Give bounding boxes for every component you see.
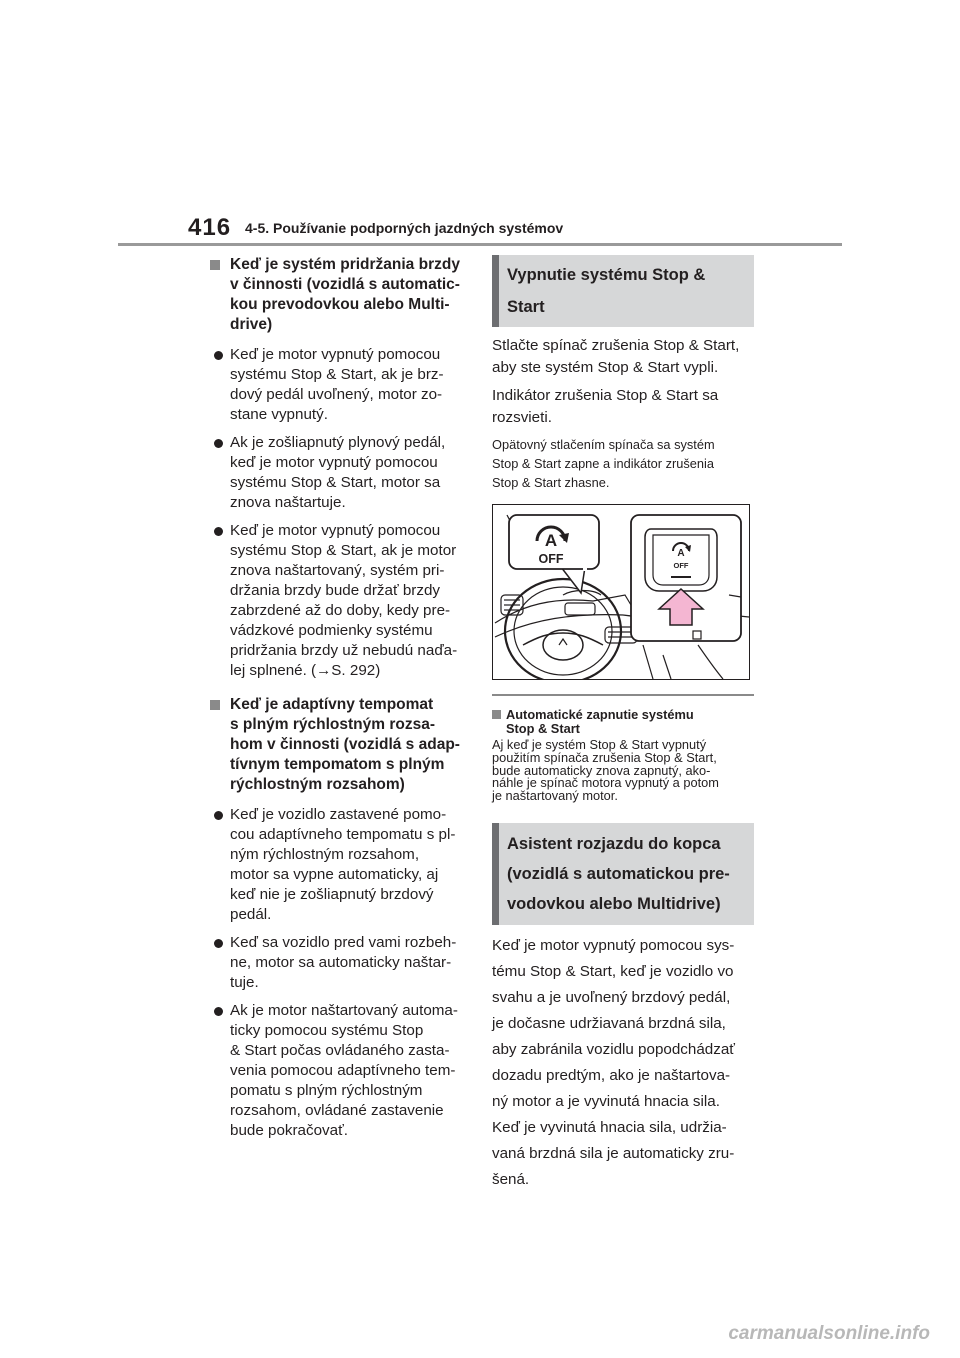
square-bullet-icon: [492, 710, 501, 719]
console-line: [698, 645, 723, 679]
watermark: carmanualsonline.info: [728, 1323, 930, 1344]
line: Keď je motor vypnutý pomocou: [230, 346, 441, 363]
section-title-hill-start: [492, 823, 754, 925]
line: bude pokračovať.: [230, 1122, 348, 1139]
line: zabrzdené až do doby, kedy pre-: [230, 602, 451, 619]
bullet-dot-icon: [214, 1007, 223, 1016]
line: vádzkové podmienky systému: [230, 622, 433, 639]
line: cou adaptívneho tempomatu s pl-: [230, 826, 456, 843]
line: keď nie je zošliapnutý brzdový: [230, 886, 434, 903]
page-reference-link[interactable]: lej splnené. (→S. 292): [230, 662, 381, 679]
section-title-disable: Vypnutie systému Stop & Start: [492, 255, 754, 327]
bullet-item: [210, 345, 472, 425]
wheel-rim: [505, 579, 621, 679]
line: drive): [230, 316, 273, 333]
bullet-dot-icon: [214, 351, 223, 360]
dashboard-illustration: [492, 504, 750, 680]
line: pedál.: [230, 906, 272, 923]
line: dozadu predtým, ako je naštartova-: [492, 1066, 731, 1084]
line: Keď sa vozidlo pred vami rozbeh-: [230, 934, 457, 951]
line: ný motor a je vyvinutá hnacia sila.: [492, 1092, 720, 1110]
line: & Start počas ovládaného zasta-: [230, 1042, 450, 1059]
square-bullet-icon: [210, 260, 220, 270]
line: Stop & Start: [506, 721, 580, 736]
callout-joint: [583, 565, 587, 571]
line: stane vypnutý.: [230, 406, 328, 423]
switch-letter: A: [677, 548, 685, 559]
bullet-dot-icon: [214, 439, 223, 448]
section-divider: [492, 694, 754, 696]
line: Indikátor zrušenia Stop & Start sa: [492, 387, 719, 404]
subheading-adaptive-cruise: [210, 695, 472, 795]
line: aby zabránila vozidlu popodchádzať: [492, 1040, 735, 1058]
steering-wheel: [505, 579, 621, 679]
line: rozsvieti.: [492, 409, 552, 426]
line: tému Stop & Start, keď je vozidlo vo: [492, 962, 734, 980]
left-column: [210, 255, 472, 1149]
line: systému Stop & Start, ak je brz-: [230, 366, 444, 383]
air-vents: [501, 595, 637, 643]
paragraph: [492, 335, 754, 379]
line: bude automaticky znova zapnutý, ako-: [492, 762, 711, 778]
line: ne, motor sa automaticky naštar-: [230, 954, 452, 971]
subheading-brake-hold: [210, 255, 472, 335]
line: ticky pomocou systému Stop: [230, 1022, 424, 1039]
line: Keď je adaptívny tempomat: [230, 696, 434, 713]
indicator-letter: A: [544, 531, 558, 550]
line: v činnosti (vozidlá s automatic-: [230, 276, 460, 293]
line: Keď je motor vypnutý pomocou: [230, 522, 441, 539]
line: systému Stop & Start, motor sa: [230, 474, 441, 491]
line: tívnym tempomatom s plným: [230, 756, 445, 773]
line: rozsahom, ovládané zastavenie: [230, 1102, 444, 1119]
line: motor sa vypne automaticky, aj: [230, 866, 439, 883]
line: Keď je motor vypnutý pomocou sys-: [492, 936, 735, 954]
switch-callout: [631, 515, 741, 641]
line: hom v činnosti (vozidlá s adap-: [230, 736, 460, 753]
line: systému Stop & Start, ak je motor: [230, 542, 457, 559]
line: Keď je vyvinutá hnacia sila, udržia-: [492, 1118, 727, 1136]
bullet-item: [210, 433, 472, 513]
line: (vozidlá s automatickou pre-: [507, 864, 730, 883]
indicator-callout: [509, 515, 599, 593]
line: kou prevodovkou alebo Multi-: [230, 296, 450, 313]
line: tuje.: [230, 974, 259, 991]
line: je dočasne udržiavaná brzdná sila,: [492, 1014, 726, 1032]
line: Stop & Start zhasne.: [492, 475, 610, 490]
line: venia pomocou adaptívneho tem-: [230, 1062, 456, 1079]
line: Opätovný stlačením spínača sa systém: [492, 437, 715, 452]
wheel-hub: [543, 630, 583, 660]
line: keď je motor vypnutý pomocou: [230, 454, 438, 471]
paragraph-small: [492, 435, 754, 492]
line: držania brzdy bude držať brzdy: [230, 582, 440, 599]
line: aby ste systém Stop & Start vypli.: [492, 359, 719, 376]
bullet-item: [210, 1001, 472, 1141]
page-number: 416: [188, 214, 232, 241]
line: Automatické zapnutie systému: [506, 707, 694, 722]
line: s plným rýchlostným rozsa-: [230, 716, 436, 733]
line: Keď je systém pridržania brzdy: [230, 256, 460, 273]
switch-off-label: OFF: [673, 561, 689, 570]
line: Asistent rozjazdu do kopca: [507, 834, 721, 853]
line: znova naštartovaný, systém pri-: [230, 562, 445, 579]
line: dový pedál uvoľnený, motor zo-: [230, 386, 443, 403]
note-title-auto-enable: [492, 708, 754, 736]
note-body: [492, 739, 754, 803]
line: pomatu s plným rýchlostným: [230, 1082, 423, 1099]
gauge-cluster: [563, 591, 601, 616]
line: pridržania brzdy už nebudú naďa-: [230, 642, 458, 659]
paragraph-hill-start: [492, 933, 754, 1193]
square-bullet-icon: [210, 700, 220, 710]
console-line: [643, 645, 653, 679]
bullet-item: [210, 933, 472, 993]
indicator-off-label: OFF: [538, 552, 564, 566]
line: vodovkou alebo Multidrive): [507, 894, 721, 913]
line: rýchlostným rozsahom): [230, 776, 405, 793]
bullet-dot-icon: [214, 939, 223, 948]
line: Ak je motor naštartovaný automa-: [230, 1002, 458, 1019]
gauge-display: [565, 603, 595, 615]
line: Stlačte spínač zrušenia Stop & Start,: [492, 337, 740, 354]
wheel-logo: [559, 639, 567, 645]
line: Keď je vozidlo zastavené pomo-: [230, 806, 447, 823]
line: použitím spínača zrušenia Stop & Start,: [492, 749, 717, 765]
bullet-item: [210, 805, 472, 925]
line: ným rýchlostným rozsahom,: [230, 846, 420, 863]
dashboard-drawing: [493, 505, 749, 679]
line: šená.: [492, 1170, 530, 1188]
header-rule: [118, 243, 842, 246]
line: Ak je zošliapnutý plynový pedál,: [230, 434, 446, 451]
bullet-dot-icon: [214, 527, 223, 536]
console-line: [663, 655, 671, 679]
paragraph: [492, 385, 754, 429]
line: je naštartovaný motor.: [492, 788, 618, 804]
line: vaná brzdná sila je automaticky zru-: [492, 1144, 735, 1162]
bullet-dot-icon: [214, 811, 223, 820]
bullet-item: [210, 521, 472, 681]
line: náhle je spínač motora vypnutý a potom: [492, 775, 719, 791]
line: znova naštartuje.: [230, 494, 346, 511]
line: Aj keď je systém Stop & Start vypnutý: [492, 737, 707, 752]
right-column: [492, 255, 754, 1193]
chapter-title: 4-5. Používanie podporných jazdných systémov: [245, 220, 564, 236]
line: svahu a je uvoľnený brzdový pedál,: [492, 988, 731, 1006]
line: Stop & Start zapne a indikátor zrušenia: [492, 456, 714, 471]
